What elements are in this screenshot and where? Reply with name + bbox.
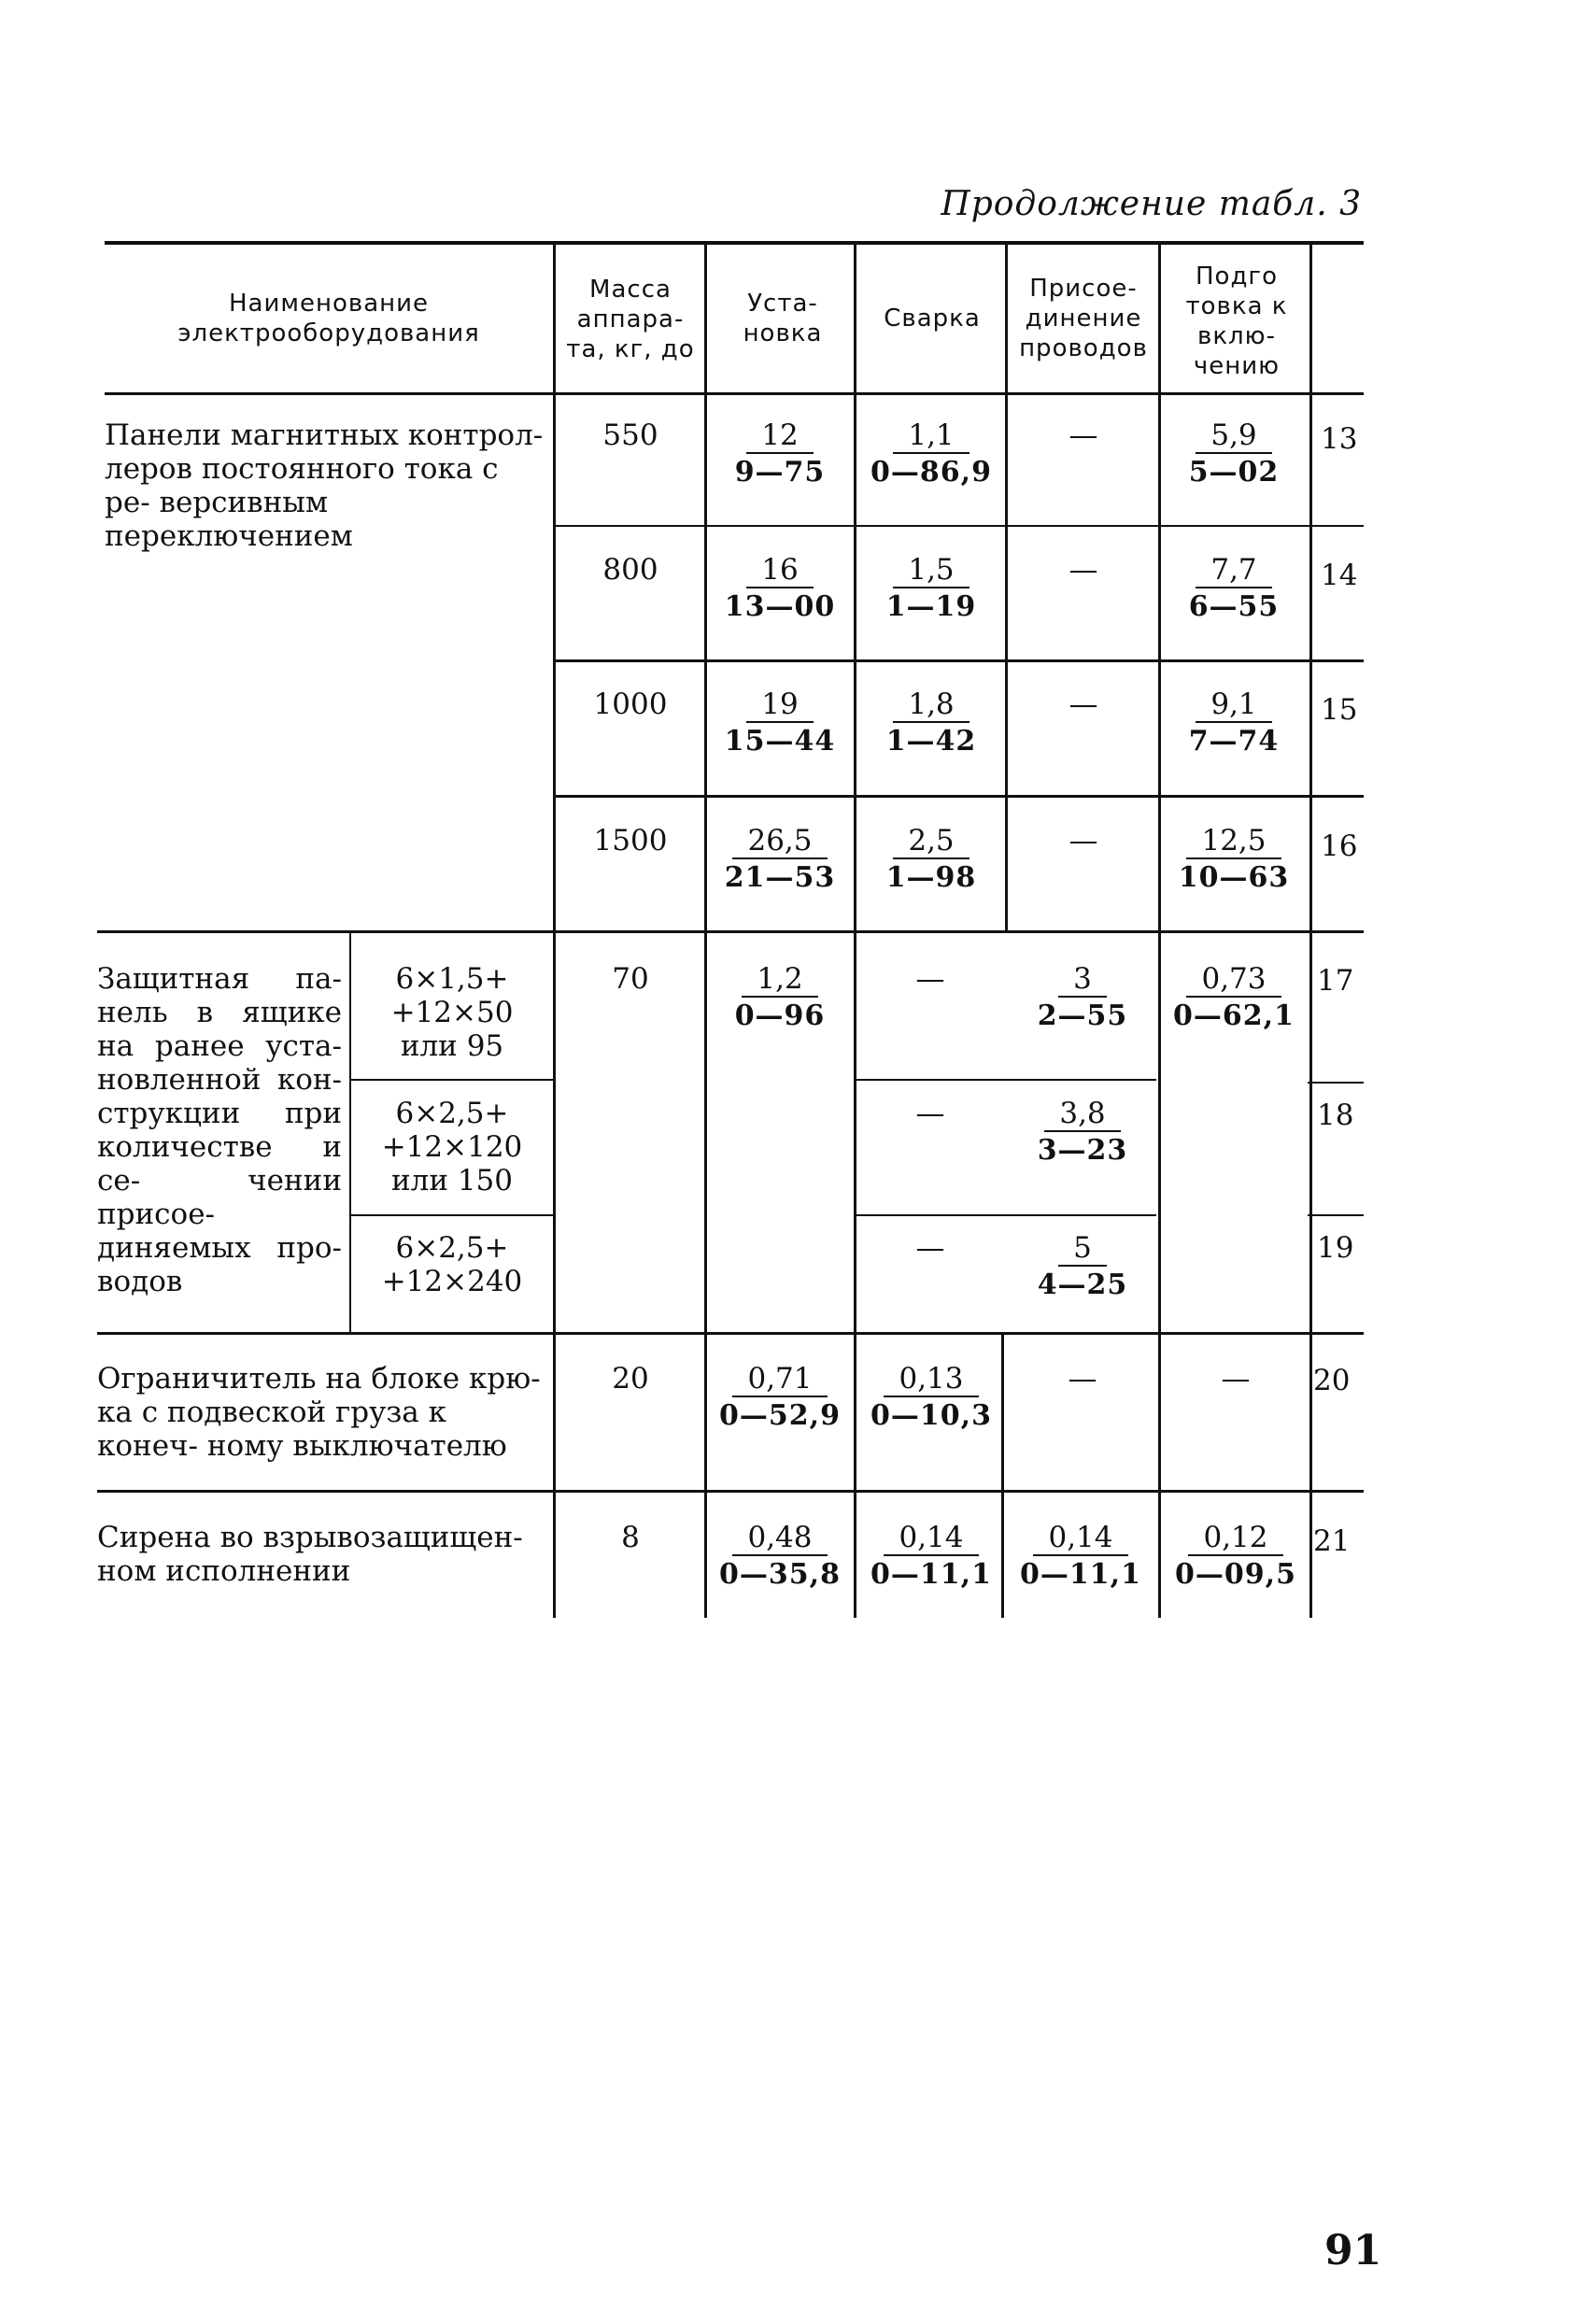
header-connect: Присое- динение проводов: [1019, 275, 1148, 362]
denominator: 0—52,9: [719, 1399, 841, 1432]
denominator: 0—11,1: [870, 1558, 992, 1591]
denominator: 4—25: [1037, 1268, 1128, 1301]
denominator: 13—00: [724, 590, 836, 623]
denominator: 7—74: [1188, 725, 1280, 758]
header-name: Наименование электрооборудования: [177, 290, 480, 347]
install-fraction: [719, 1521, 841, 1594]
numerator: 19: [746, 687, 813, 723]
weld-dash: —: [915, 1231, 945, 1265]
mass-value: 20: [612, 1362, 649, 1396]
mass-value: 8: [621, 1521, 640, 1554]
row-number: 14: [1321, 559, 1358, 592]
row-number: 15: [1321, 693, 1358, 727]
numerator: 0,71: [732, 1362, 827, 1397]
numerator: 26,5: [732, 824, 827, 859]
denominator: 0—96: [734, 999, 826, 1032]
numerator: 1,1: [893, 418, 969, 454]
numerator: 12: [746, 418, 813, 454]
prep-fraction: [1173, 553, 1295, 626]
denominator: 0—11,1: [1020, 1558, 1141, 1591]
numerator: 0,13: [884, 1362, 978, 1397]
row-number: 16: [1321, 829, 1358, 863]
denominator: 2—55: [1037, 999, 1128, 1032]
numerator: 0,48: [732, 1521, 827, 1556]
header-weld: Сварка: [884, 305, 981, 333]
numerator: 5,9: [1196, 418, 1271, 454]
row-number: 17: [1317, 964, 1354, 998]
wire-section: 6×2,5+ +12×120 или 150: [381, 1097, 523, 1197]
table-continuation-caption: Продолжение табл. 3: [941, 185, 1362, 223]
row20-name: Ограничитель на блоке крю- ка с подвеской груза к конеч- ному выключателю: [97, 1362, 541, 1463]
wire-section: 6×1,5+ +12×50 или 95: [390, 962, 514, 1063]
mass-value: 1000: [593, 687, 668, 721]
group2-name: Защитная па- нель в ящике на ранее уста- новленной кон- струкции при количестве и се- чении присое- диняемых про- водов: [97, 962, 342, 1298]
header-prep: Подго товка к вклю- чению: [1185, 262, 1288, 380]
numerator: 0,14: [884, 1521, 978, 1556]
row-number: 18: [1317, 1098, 1354, 1132]
weld-dash: —: [915, 962, 945, 996]
numerator: 1,8: [893, 687, 969, 723]
header-install: Уста- новка: [743, 290, 823, 347]
connect-fraction: [1020, 1521, 1141, 1594]
numerator: 12,5: [1186, 824, 1281, 859]
wire-section: 6×2,5+ +12×240: [381, 1231, 523, 1298]
connect-dash: —: [1068, 1362, 1097, 1396]
group1-name: Панели магнитных контрол- леров постоянного тока с ре- версивным переключением: [105, 418, 544, 553]
prep-fraction: [1173, 418, 1295, 491]
denominator: 0—10,3: [870, 1399, 992, 1432]
weld-dash: —: [915, 1097, 945, 1130]
mass-value: 800: [602, 553, 658, 587]
numerator: 1,5: [893, 553, 969, 588]
weld-fraction: [870, 553, 992, 626]
denominator: 6—55: [1188, 590, 1280, 623]
numerator: 16: [746, 553, 813, 588]
connect-dash: —: [1069, 418, 1098, 452]
connect-fraction: [1022, 1097, 1143, 1169]
connect-fraction: [1022, 1231, 1143, 1304]
numerator: 3: [1058, 962, 1107, 998]
denominator: 0—86,9: [870, 456, 992, 489]
denominator: 0—62,1: [1173, 999, 1295, 1032]
denominator: 3—23: [1037, 1134, 1128, 1167]
weld-fraction: [870, 1521, 992, 1594]
page-number: 91: [1324, 2227, 1382, 2274]
header-mass: Масса аппара- та, кг, до: [566, 276, 695, 363]
connect-fraction: [1022, 962, 1143, 1035]
denominator: 9—75: [734, 456, 826, 489]
install-fraction: [719, 418, 841, 491]
weld-fraction: [870, 418, 992, 491]
numerator: 0,73: [1186, 962, 1281, 998]
row-number: 21: [1313, 1524, 1351, 1558]
denominator: 15—44: [724, 725, 836, 758]
mass-value: 1500: [593, 824, 668, 857]
prep-fraction: [1173, 962, 1295, 1035]
prep-fraction: [1175, 1521, 1296, 1594]
row-number: 20: [1313, 1364, 1351, 1397]
denominator: 0—09,5: [1175, 1558, 1296, 1591]
denominator: 5—02: [1188, 456, 1280, 489]
numerator: 3,8: [1044, 1097, 1120, 1132]
weld-fraction: [870, 1362, 992, 1435]
row-number: 19: [1317, 1231, 1354, 1265]
denominator: 1—98: [885, 861, 977, 894]
install-fraction: [719, 1362, 841, 1435]
numerator: 2,5: [893, 824, 969, 859]
prep-dash: —: [1221, 1362, 1251, 1396]
mass-value: 550: [602, 418, 658, 452]
install-fraction: [719, 962, 841, 1035]
row21-name: Сирена во взрывозащищен- ном исполнении: [97, 1521, 523, 1588]
connect-dash: —: [1069, 687, 1098, 721]
numerator: 0,14: [1033, 1521, 1127, 1556]
weld-fraction: [870, 824, 992, 897]
numerator: 5: [1058, 1231, 1107, 1267]
prep-fraction: [1173, 824, 1295, 897]
install-fraction: [719, 553, 841, 626]
denominator: 21—53: [724, 861, 836, 894]
denominator: 10—63: [1178, 861, 1290, 894]
prep-fraction: [1173, 687, 1295, 760]
numerator: 1,2: [742, 962, 817, 998]
weld-fraction: [870, 687, 992, 760]
install-fraction: [719, 687, 841, 760]
numerator: 0,12: [1188, 1521, 1282, 1556]
denominator: 1—19: [885, 590, 977, 623]
denominator: 1—42: [885, 725, 977, 758]
numerator: 7,7: [1196, 553, 1271, 588]
row-number: 13: [1321, 422, 1358, 456]
numerator: 9,1: [1196, 687, 1271, 723]
connect-dash: —: [1069, 824, 1098, 857]
mass-value: 70: [612, 962, 649, 996]
connect-dash: —: [1069, 553, 1098, 587]
denominator: 0—35,8: [719, 1558, 841, 1591]
install-fraction: [719, 824, 841, 897]
